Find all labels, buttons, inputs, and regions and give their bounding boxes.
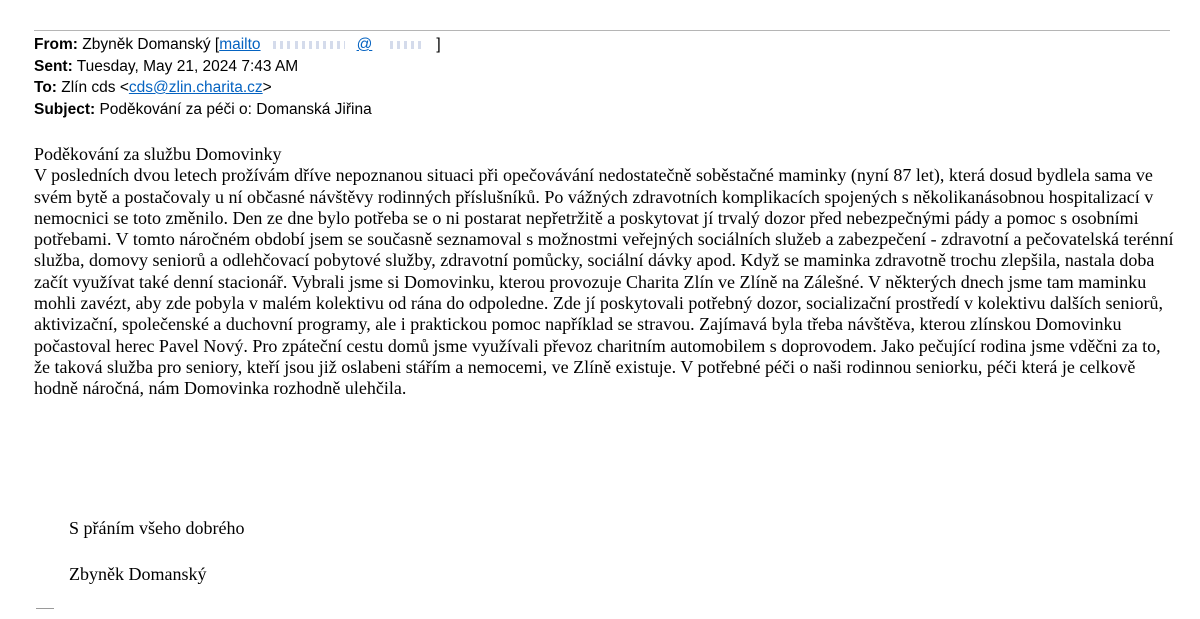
- email-body: [34, 144, 1174, 400]
- redacted-email-part: [390, 41, 422, 49]
- subject-value: Poděkování za péči o: Domanská Jiřina: [99, 100, 372, 118]
- from-bracket-end: ]: [436, 36, 441, 53]
- from-mailto-link[interactable]: [219, 36, 424, 53]
- subject-label: Subject:: [34, 100, 96, 118]
- to-name: Zlín cds <: [61, 79, 129, 96]
- header-separator: [34, 30, 1170, 31]
- from-label: From:: [34, 36, 78, 53]
- body-paragraph: V posledních dvou letech prožívám dříve nepoznanou situaci při opečovávání nedostatečně soběstačné maminky (nyní 87 let), která dosud bydlela sama ve svém bytě a postačovaly u ní občasné návštěvy rodinných příslušníků. Po vážných zdravotních komplikacích spojených s několikanásobnou hospitalizací v nemocnici se toto změnilo. Den ze dne bylo potřeba se o ni postarat nepřetržitě a poskytovat jí trvalý dozor před nebezpečnými pády a pomoc s osobními potřebami. V tomto náročném období jsem se současně seznamoval s možnostmi veřejných sociálních služeb a zabezpečení - zdravotní a pečovatelská terénní služba, domovy seniorů a odlehčovací pobytové služby, zdravotní pomůcky, sociální dávky apod. Když se maminka zdravotně trochu zlepšila, nastala doba začít využívat také denní stacionář. Vybrali jsme si Domovinku, kterou provozuje Charita Zlín ve Zlíně na Zálešné. V některých dnech jsme tam maminku mohli zavézt, aby zde pobyla v malém kolektivu od rána do odpoledne. Zde jí poskytovali potřebný dozor, socializační prostředí v kolektivu dalších seniorů, aktivizační, společenské a duchovní programy, ale i praktickou pomoc například se stravou. Zajímavá byla třeba návštěva, kterou zlínskou Domovinku počastoval herec Pavel Nový. Pro zpáteční cestu domů jsme využívali převoz charitním automobilem s doprovodem. Jako pečující rodina jsme vděčni za to, že taková služba pro seniory, kteří jsou již oslabeni stářím a nemocemi, ve Zlíně existuje. V potřebné péči o naši rodinnou seniorku, péči která je celkově hodně náročná, nám Domovinka rozhodně ulehčila.: [34, 165, 1174, 399]
- page-corner-mark: [36, 608, 54, 609]
- to-email-link[interactable]: cds@zlin.charita.cz: [128, 79, 263, 96]
- body-heading: Poděkování za službu Domovinky: [34, 144, 282, 164]
- to-line: [34, 77, 1174, 99]
- closing-greeting: S přáním všeho dobrého: [69, 518, 245, 538]
- from-at-sign: @: [356, 36, 373, 53]
- from-line: [34, 34, 1174, 56]
- sent-line: [34, 56, 1174, 78]
- subject-line: [34, 99, 1174, 121]
- redacted-email-part: [273, 41, 291, 49]
- sent-value: Tuesday, May 21, 2024 7:43 AM: [76, 57, 299, 75]
- from-name: Zbyněk Domanský [: [82, 36, 220, 53]
- signature-name: Zbyněk Domanský: [69, 564, 207, 584]
- sent-label: Sent:: [34, 57, 73, 75]
- to-bracket-end: >: [262, 79, 272, 96]
- to-label: To:: [34, 79, 57, 96]
- from-mailto-text: mailto: [219, 36, 261, 53]
- redacted-email-part: [295, 41, 345, 49]
- email-header: [34, 34, 1174, 120]
